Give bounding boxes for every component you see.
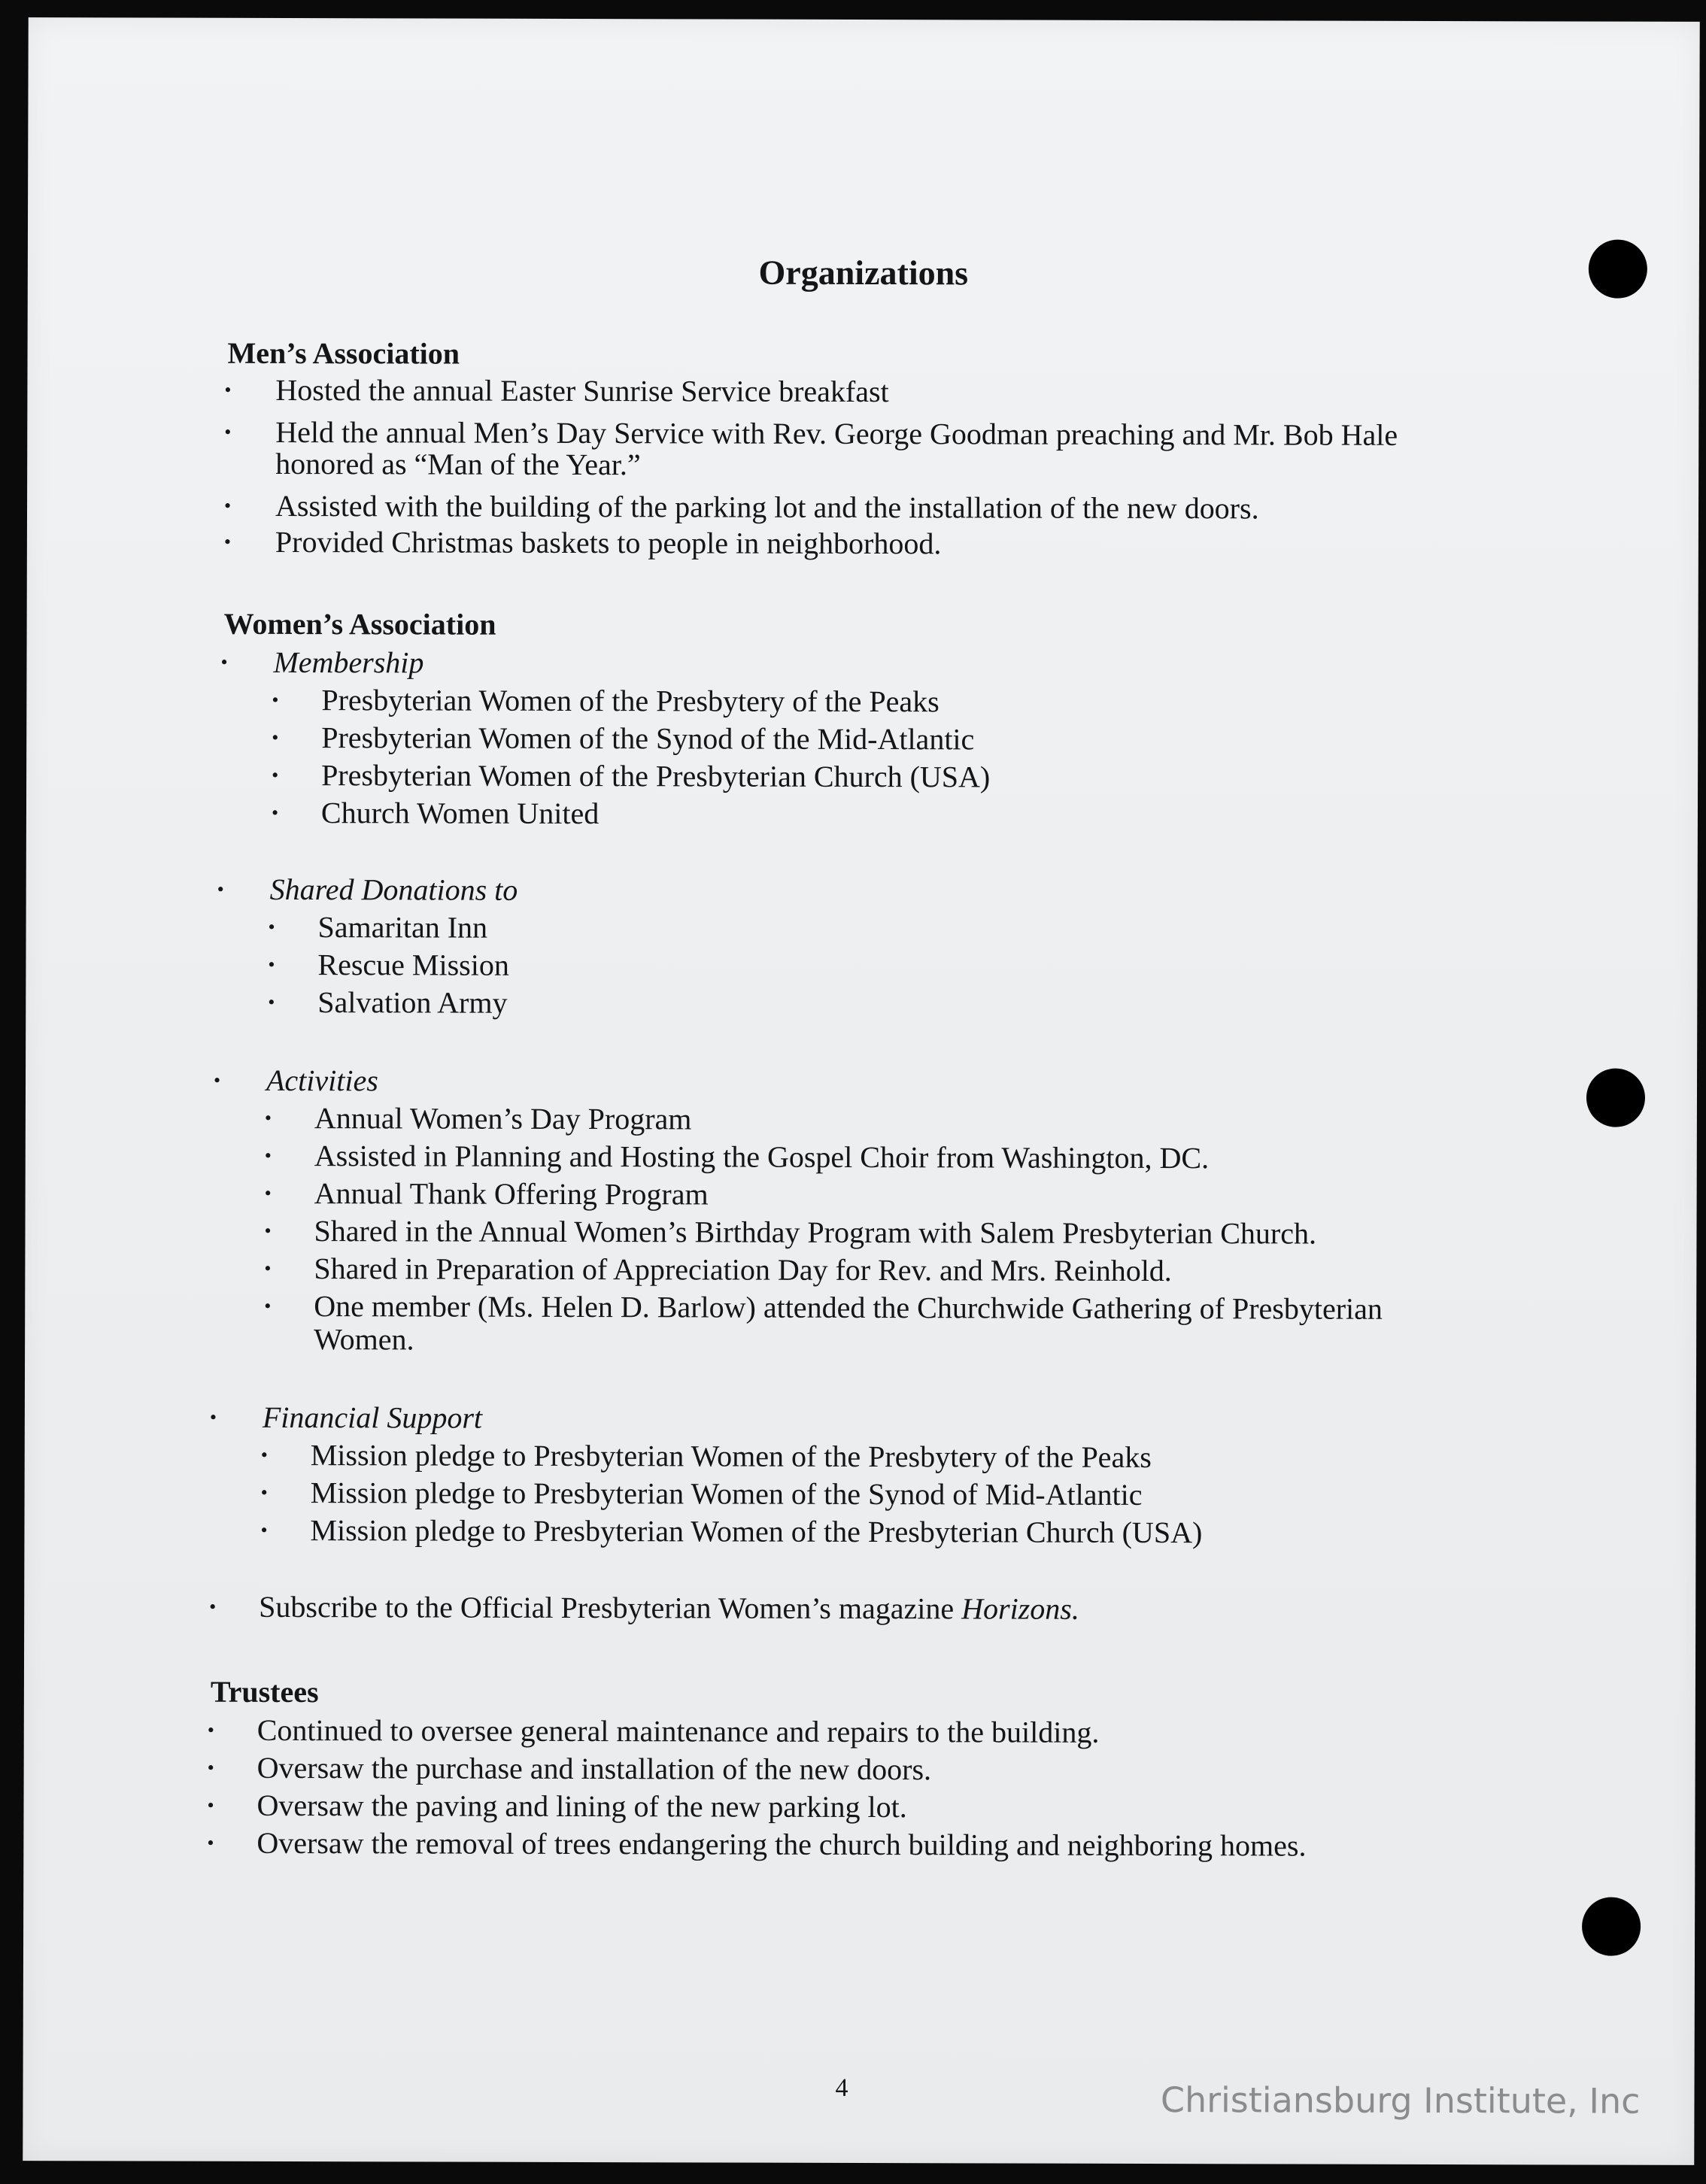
bullet: • xyxy=(207,1794,214,1816)
bullet: • xyxy=(209,1406,217,1428)
membership-label: • Membership xyxy=(26,643,1698,685)
bullet: • xyxy=(217,878,224,900)
bullet: • xyxy=(264,1106,272,1129)
page-title: Organizations xyxy=(758,253,969,293)
bullet: • xyxy=(213,1069,221,1091)
bullet: • xyxy=(264,1257,272,1279)
page-number: 4 xyxy=(835,2073,848,2102)
bullet: • xyxy=(207,1718,214,1741)
bullet: • xyxy=(272,688,279,711)
list-item: • One member (Ms. Helen D. Barlow) attended the Churchwide Gathering of Presbyterian xyxy=(25,1287,1696,1329)
list-item: • Presbyterian Women of the Synod of the Mid-Atlantic xyxy=(26,718,1698,760)
list-item: • Church Women United xyxy=(26,793,1698,836)
donations-list xyxy=(26,908,1697,1025)
womens-association-section xyxy=(24,604,1698,1630)
womens-association-heading: Women’s Association xyxy=(223,606,496,642)
list-item: • Hosted the annual Easter Sunrise Service breakfast xyxy=(27,371,1698,413)
list-item: • Provided Christmas baskets to people in neighborhood. xyxy=(27,523,1698,565)
list-item-continuation: Women. xyxy=(314,1322,414,1357)
list-item: • Presbyterian Women of the Presbytery of the Peaks xyxy=(26,681,1698,723)
activities-list xyxy=(25,1099,1697,1362)
bullet: • xyxy=(220,651,228,673)
donations-label: • Shared Donations to xyxy=(26,870,1698,912)
list-item: • Oversaw the paving and lining of the new parking lot. xyxy=(23,1786,1695,1828)
list-item: • Continued to oversee general maintenance and repairs to the building. xyxy=(24,1711,1695,1753)
list-item: • Salvation Army xyxy=(26,983,1697,1025)
mens-association-list xyxy=(27,371,1699,565)
bullet: • xyxy=(264,1144,272,1166)
magazine-title: Horizons. xyxy=(961,1591,1079,1626)
list-item: • Mission pledge to Presbyterian Women of the Presbyterian Church (USA) xyxy=(24,1511,1695,1553)
bullet: • xyxy=(268,990,275,1013)
bullet: • xyxy=(224,378,232,401)
list-item: • Presbyterian Women of the Presbyterian Church (USA) xyxy=(26,756,1698,798)
document-content xyxy=(23,17,1699,2165)
mens-association-heading: Men’s Association xyxy=(227,335,460,371)
bullet: • xyxy=(223,494,232,517)
bullet: • xyxy=(209,1595,217,1618)
list-item: • Mission pledge to Presbyterian Women of the Presbytery of the Peaks xyxy=(25,1436,1696,1478)
bullet: • xyxy=(260,1518,268,1541)
trustees-list xyxy=(23,1711,1695,1866)
list-item: • Held the annual Men’s Day Service with Rev. George Goodman preaching and Mr. Bob Hale xyxy=(27,413,1698,455)
bullet: • xyxy=(264,1219,272,1242)
bullet: • xyxy=(272,726,279,748)
list-item: • Rescue Mission xyxy=(26,945,1697,987)
bullet: • xyxy=(207,1831,214,1854)
list-item: • Oversaw the removal of trees endangering the church building and neighboring homes. xyxy=(23,1824,1695,1866)
bullet: • xyxy=(223,530,232,553)
bullet: • xyxy=(264,1181,272,1204)
list-item: • Assisted in Planning and Hosting the Gospel Choir from Washington, DC. xyxy=(26,1136,1697,1178)
list-item: • Shared in the Annual Women’s Birthday Program with Salem Presbyterian Church. xyxy=(25,1212,1696,1254)
financial-support-label: • Financial Support xyxy=(25,1398,1696,1440)
bullet: • xyxy=(264,1294,272,1317)
document-page xyxy=(23,17,1699,2165)
list-item-continuation: honored as “Man of the Year.” xyxy=(275,446,641,482)
bullet: • xyxy=(268,953,275,975)
list-item: • Shared in Preparation of Appreciation Day for Rev. and Mrs. Reinhold. xyxy=(25,1249,1696,1291)
trustees-heading: Trustees xyxy=(210,1674,319,1709)
list-item: • Oversaw the purchase and installation of the new doors. xyxy=(24,1749,1695,1791)
bullet: • xyxy=(271,801,279,824)
watermark-text: Christiansburg Institute, Inc xyxy=(1160,2079,1641,2122)
list-item: • Annual Women’s Day Program xyxy=(26,1099,1697,1141)
list-item: • Mission pledge to Presbyterian Women of the Synod of Mid-Atlantic xyxy=(25,1473,1696,1515)
financial-support-list xyxy=(24,1436,1695,1553)
list-item: • Assisted with the building of the parking lot and the installation of the new doors. xyxy=(27,487,1698,529)
bullet: • xyxy=(260,1443,268,1466)
list-item: • Annual Thank Offering Program xyxy=(26,1174,1697,1216)
membership-list xyxy=(26,681,1698,836)
bullet: • xyxy=(260,1481,268,1503)
activities-label: • Activities xyxy=(26,1061,1697,1103)
bullet: • xyxy=(272,763,279,786)
bullet: • xyxy=(224,420,232,443)
bullet: • xyxy=(268,915,275,938)
bullet: • xyxy=(207,1756,214,1779)
subscribe-item: • Subscribe to the Official Presbyterian Women’s magazine Horizons. xyxy=(24,1588,1695,1630)
mens-association-section xyxy=(27,333,1699,565)
trustees-section xyxy=(23,1672,1695,1866)
list-item: • Samaritan Inn xyxy=(26,908,1698,950)
